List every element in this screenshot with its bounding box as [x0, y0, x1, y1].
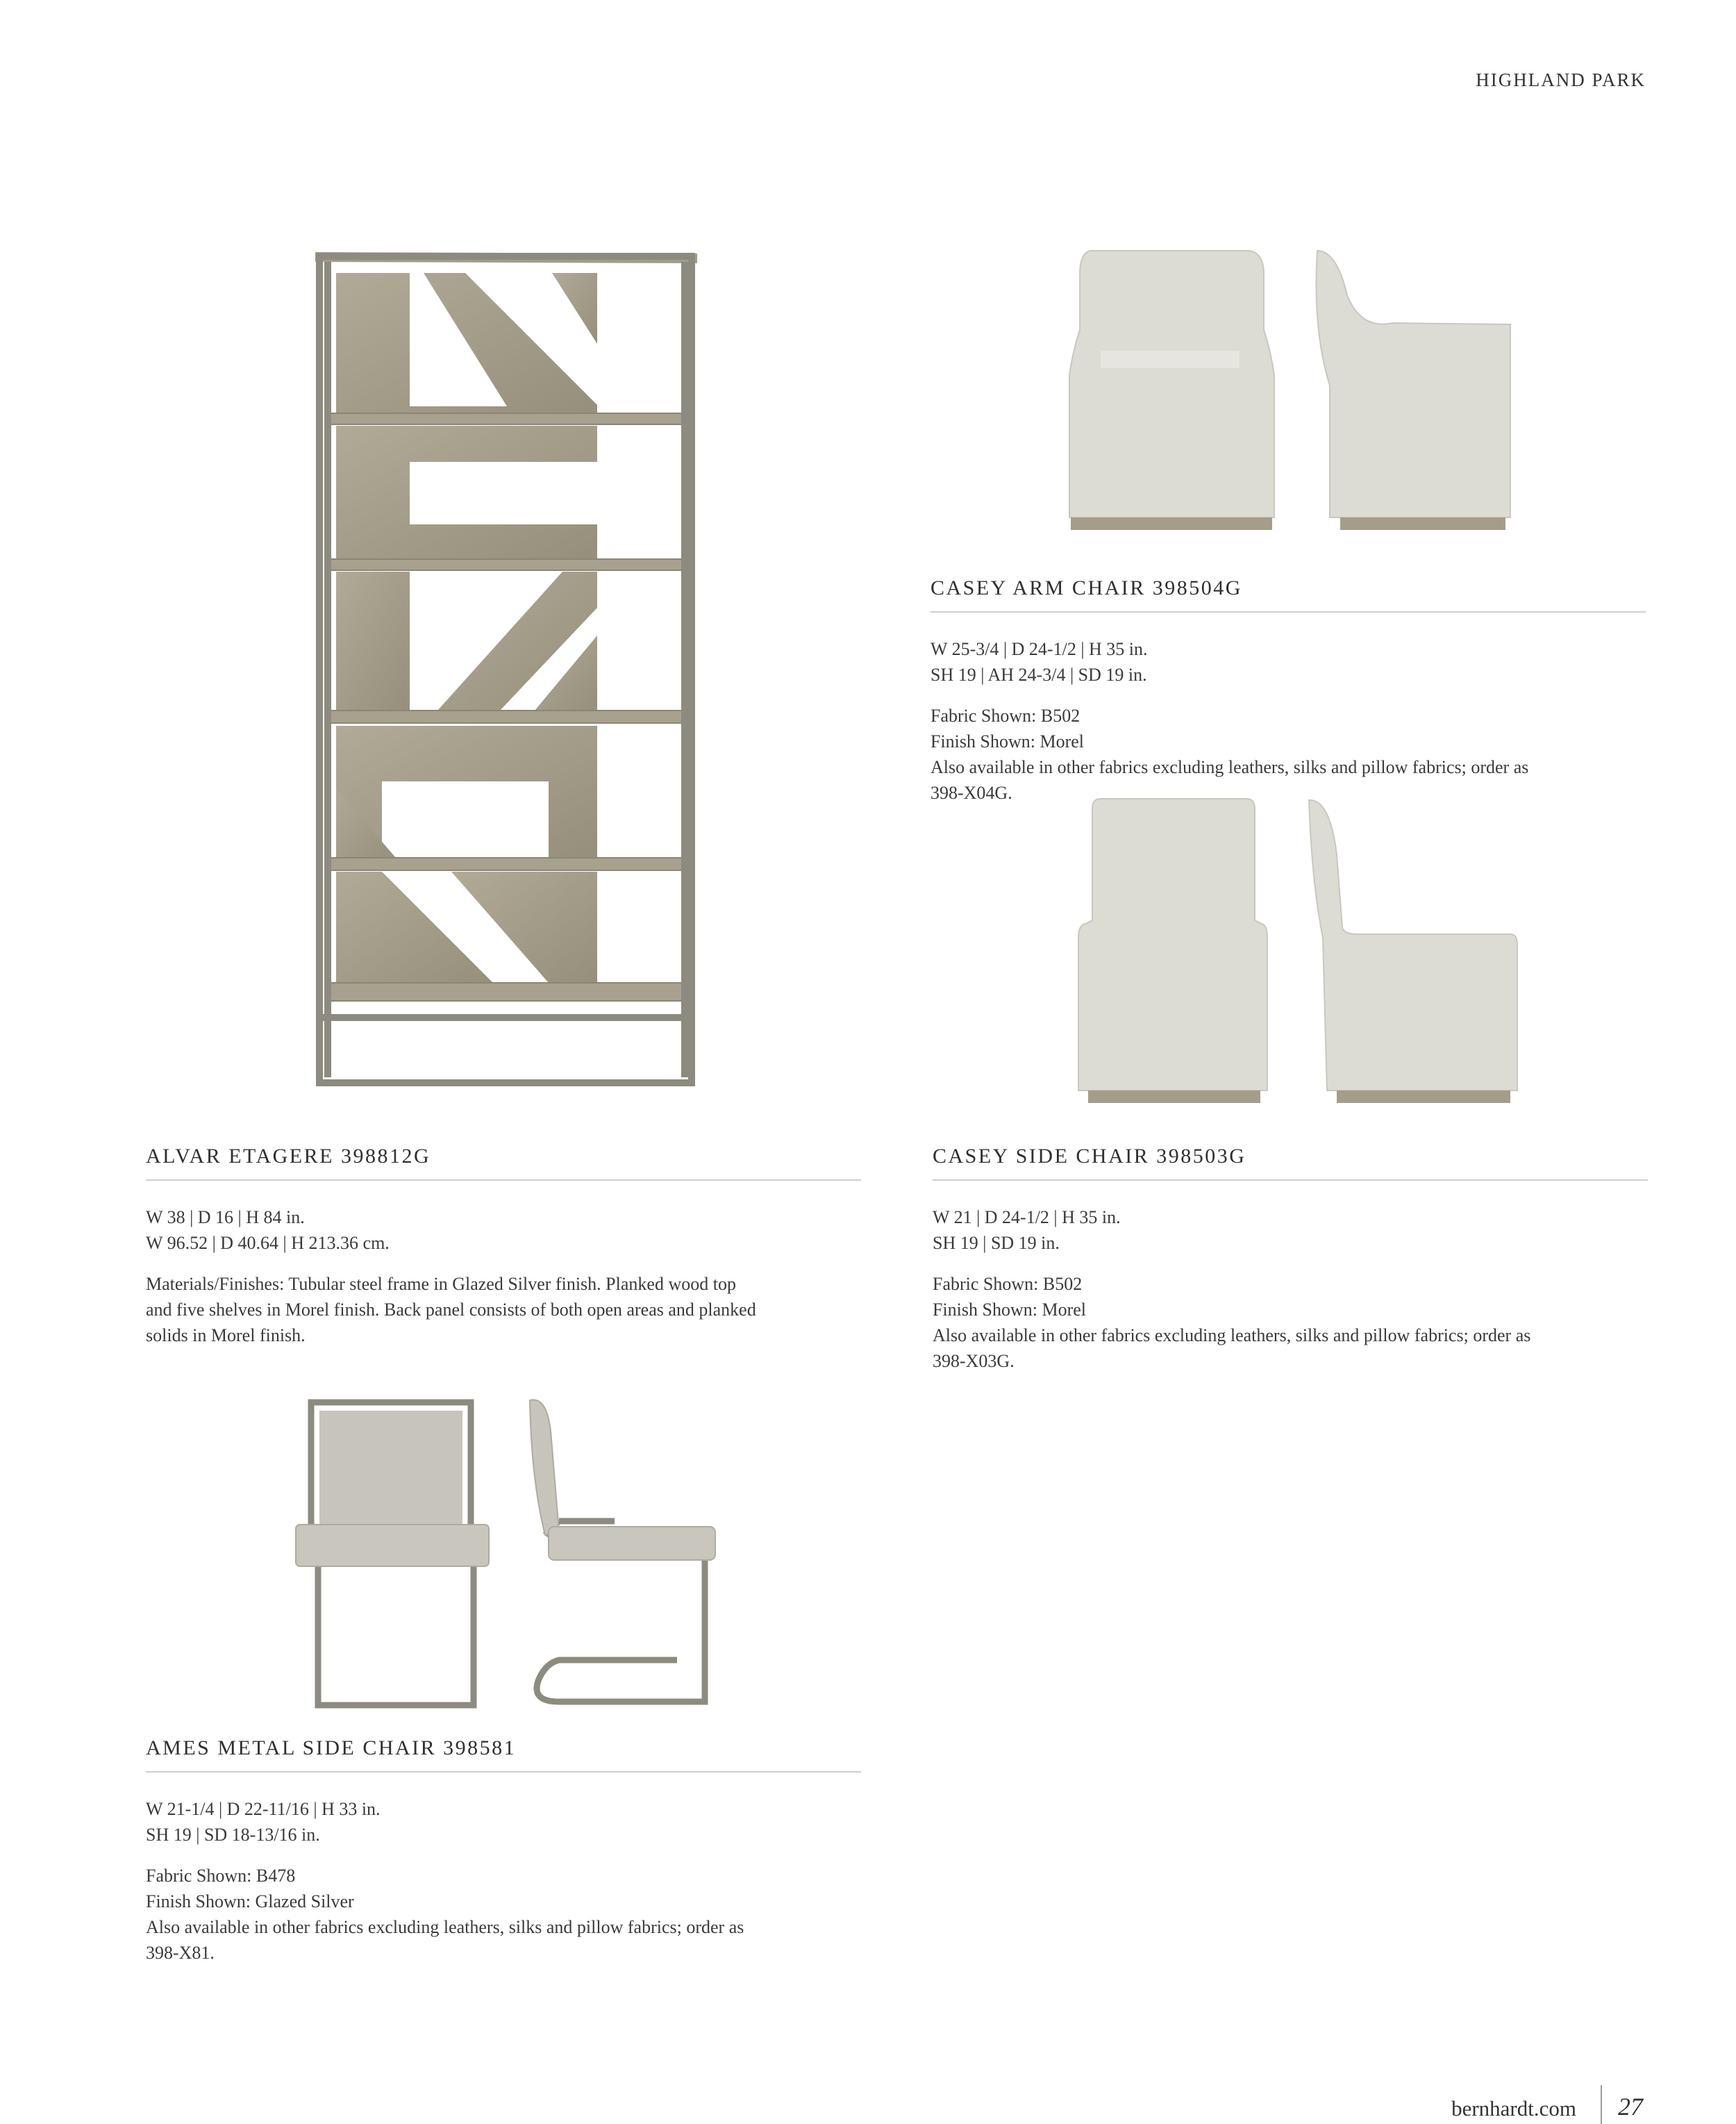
dims-line: SH 19 | SD 19 in. — [933, 1233, 1060, 1253]
alvar-etagere-title: ALVAR ETAGERE 398812G — [146, 1145, 861, 1181]
finish-shown: Finish Shown: Glazed Silver — [146, 1891, 354, 1911]
alvar-etagere-image — [312, 247, 715, 1094]
footer-divider — [1601, 2085, 1602, 2124]
ames-chair-section — [146, 1736, 861, 1966]
ames-chair-dimensions — [146, 1796, 861, 1848]
dims-line: SH 19 | AH 24-3/4 | SD 19 in. — [930, 665, 1147, 685]
casey-side-chair-details — [933, 1271, 1648, 1374]
casey-arm-chair-side-image — [1309, 247, 1517, 531]
availability-note: Also available in other fabrics excluding leathers, silks and pillow fabrics; order as — [933, 1325, 1531, 1345]
casey-arm-chair-front-image — [1062, 247, 1281, 531]
dims-line: W 21 | D 24-1/2 | H 35 in. — [933, 1207, 1121, 1227]
dims-line: W 38 | D 16 | H 84 in. — [146, 1207, 305, 1227]
alvar-etagere-section — [146, 1145, 861, 1348]
page-number: 27 — [1618, 2093, 1643, 2121]
ames-chair-side-image — [517, 1396, 726, 1712]
casey-arm-chair-section — [930, 576, 1646, 806]
casey-side-chair-front-image — [1073, 799, 1274, 1104]
website-link[interactable]: bernhardt.com — [1451, 2096, 1576, 2121]
ames-chair-details — [146, 1863, 861, 1966]
availability-note: 398-X04G. — [930, 783, 1012, 803]
casey-arm-chair-dimensions — [930, 636, 1646, 688]
collection-header: HIGHLAND PARK — [1476, 69, 1646, 90]
fabric-shown: Fabric Shown: B478 — [146, 1866, 296, 1886]
alvar-etagere-dimensions — [146, 1204, 861, 1256]
casey-side-chair-side-image — [1302, 799, 1524, 1104]
casey-side-chair-dimensions — [933, 1204, 1648, 1256]
finish-shown: Finish Shown: Morel — [933, 1300, 1087, 1320]
fabric-shown: Fabric Shown: B502 — [933, 1274, 1083, 1294]
dims-line: W 96.52 | D 40.64 | H 213.36 cm. — [146, 1233, 390, 1253]
ames-chair-front-image — [292, 1400, 493, 1712]
casey-arm-chair-title: CASEY ARM CHAIR 398504G — [930, 576, 1646, 613]
dims-line: SH 19 | SD 18-13/16 in. — [146, 1825, 320, 1845]
materials-line: and five shelves in Morel finish. Back panel consists of both open areas and planked — [146, 1300, 756, 1320]
dims-line: W 25-3/4 | D 24-1/2 | H 35 in. — [930, 639, 1148, 659]
finish-shown: Finish Shown: Morel — [930, 731, 1085, 752]
casey-side-chair-title: CASEY SIDE CHAIR 398503G — [933, 1145, 1648, 1181]
casey-arm-chair-details — [930, 703, 1646, 806]
availability-note: 398-X81. — [146, 1943, 215, 1963]
availability-note: 398-X03G. — [933, 1351, 1015, 1371]
availability-note: Also available in other fabrics excluding leathers, silks and pillow fabrics; order as — [930, 757, 1529, 777]
availability-note: Also available in other fabrics excluding leathers, silks and pillow fabrics; order as — [146, 1917, 744, 1937]
alvar-etagere-materials — [146, 1271, 861, 1348]
materials-line: Materials/Finishes: Tubular steel frame in Glazed Silver finish. Planked wood top — [146, 1274, 736, 1294]
fabric-shown: Fabric Shown: B502 — [930, 706, 1080, 726]
materials-line: solids in Morel finish. — [146, 1325, 306, 1345]
casey-side-chair-section — [933, 1145, 1648, 1374]
dims-line: W 21-1/4 | D 22-11/16 | H 33 in. — [146, 1799, 381, 1819]
ames-chair-title: AMES METAL SIDE CHAIR 398581 — [146, 1736, 861, 1773]
